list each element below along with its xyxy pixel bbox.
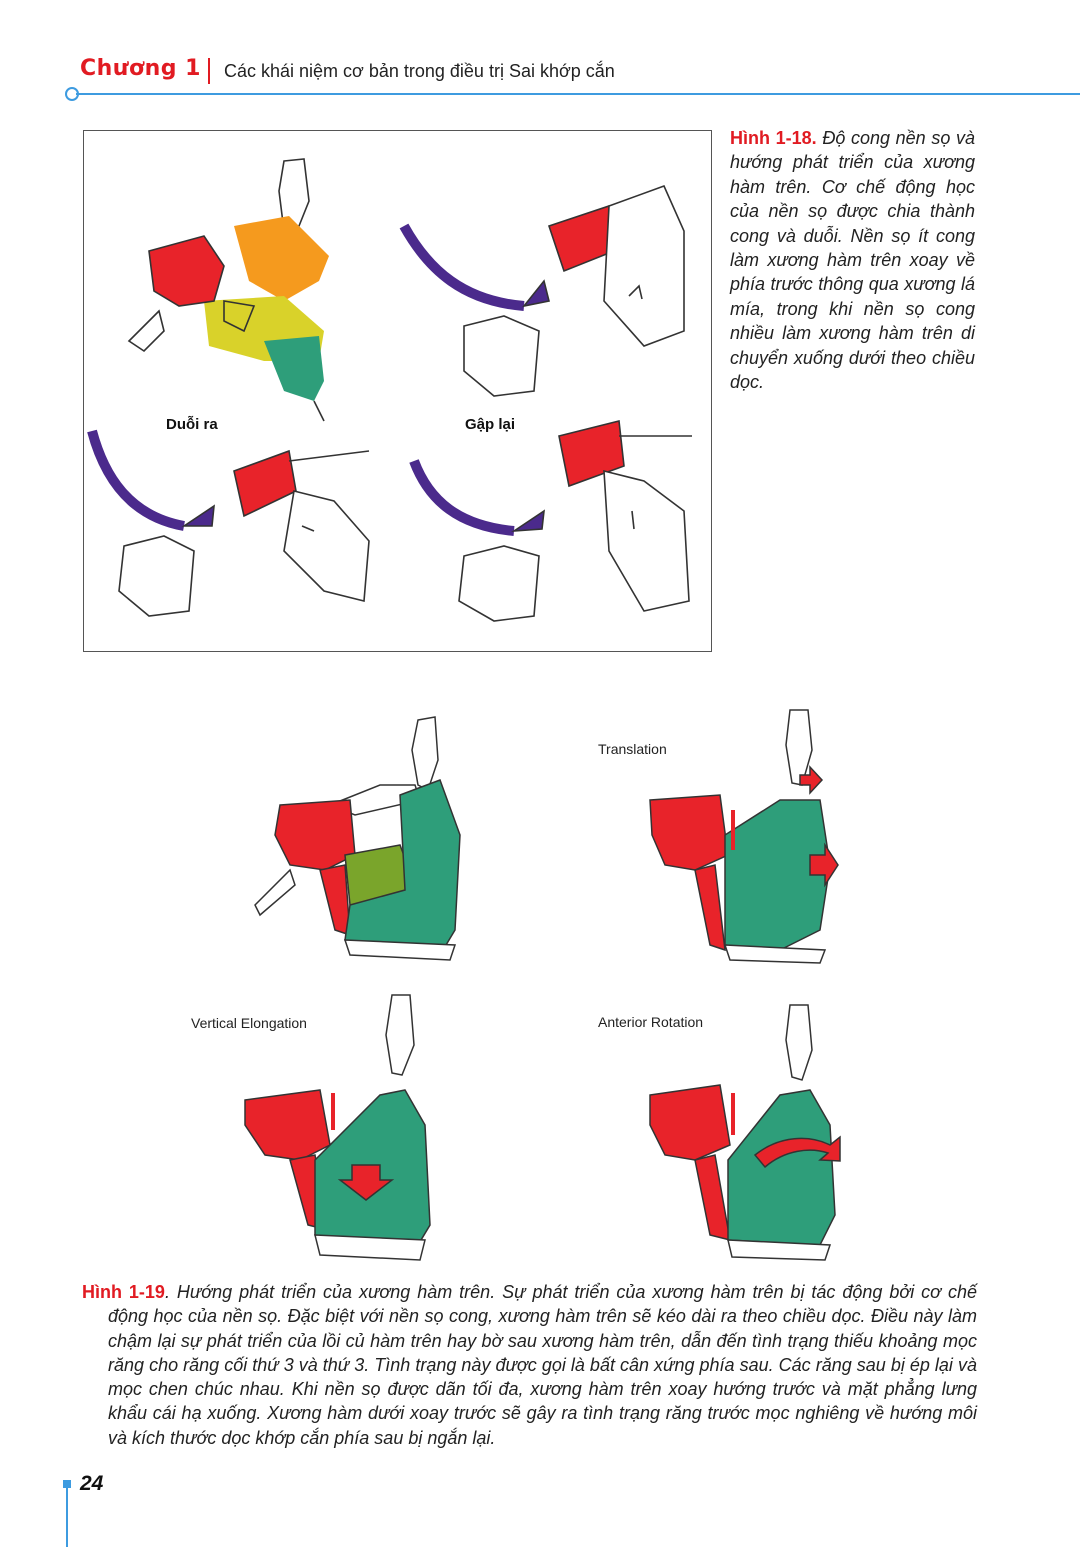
figure-1-19-illustration bbox=[180, 705, 870, 1270]
page-side-bar bbox=[66, 1486, 68, 1547]
header-rule bbox=[76, 93, 1080, 95]
caption-figure-1-19 bbox=[82, 1280, 977, 1450]
figure-1-19 bbox=[180, 705, 870, 1270]
label-vertical-elongation: Vertical Elongation bbox=[191, 1015, 307, 1031]
label-extension: Duỗi ra bbox=[166, 416, 218, 433]
label-translation: Translation bbox=[598, 741, 667, 757]
chapter-label: Chương 1 bbox=[80, 56, 201, 81]
caption-figure-1-18 bbox=[730, 126, 975, 394]
figure-1-18 bbox=[83, 130, 712, 652]
header-separator bbox=[208, 58, 210, 84]
page-number: 24 bbox=[80, 1472, 104, 1495]
label-flexion: Gập lại bbox=[465, 416, 516, 433]
chapter-title: Các khái niệm cơ bản trong điều trị Sai khớp cắn bbox=[224, 61, 615, 81]
caption-19-text: . Hướng phát triển của xương hàm trên. Sự phát triển của xương hàm trên bị tác động bởi cơ chế động học của nền sọ. Đặc biệt với nền sọ cong, xương hàm trên sẽ kéo dài ra theo chiều dọc. Điều này làm chậm lại sự phát triển của lồi củ hàm trên hay bờ sau xương hàm trên, dẫn đến tình trạng thiếu khoảng mọc răng cho răng cối thứ 3 và thứ 3. Tình trạng này được gọi là bất cân xứng phía sau. Các răng sau bị ép lại và mọc chen chúc nhau. Khi nền sọ được dãn tối đa, xương hàm trên xoay hướng trước và mặt phẳng lưng khẩu cái hạ xuống. Xương hàm dưới xoay trước sẽ gây ra tình trạng răng trước mọc nghiêng về hướng môi và kích thước dọc khớp cắn phía sau bị ngắn lại. bbox=[108, 1282, 977, 1448]
label-anterior-rotation: Anterior Rotation bbox=[598, 1014, 704, 1030]
caption-18-text: Độ cong nền sọ và hướng phát triển của xương hàm trên. Cơ chế động học của nền sọ được chia thành cong và duỗi. Nền sọ ít cong làm xương hàm trên xoay về phía trước thông qua xương lá mía, trong khi nền sọ cong nhiều làm xương hàm trên di chuyển xuống dưới theo chiều dọc. bbox=[730, 128, 975, 393]
figure-1-18-illustration bbox=[84, 131, 711, 651]
caption-18-number: Hình 1-18. bbox=[730, 128, 817, 148]
caption-19-number: Hình 1-19 bbox=[82, 1282, 165, 1302]
page-header bbox=[80, 56, 1080, 90]
